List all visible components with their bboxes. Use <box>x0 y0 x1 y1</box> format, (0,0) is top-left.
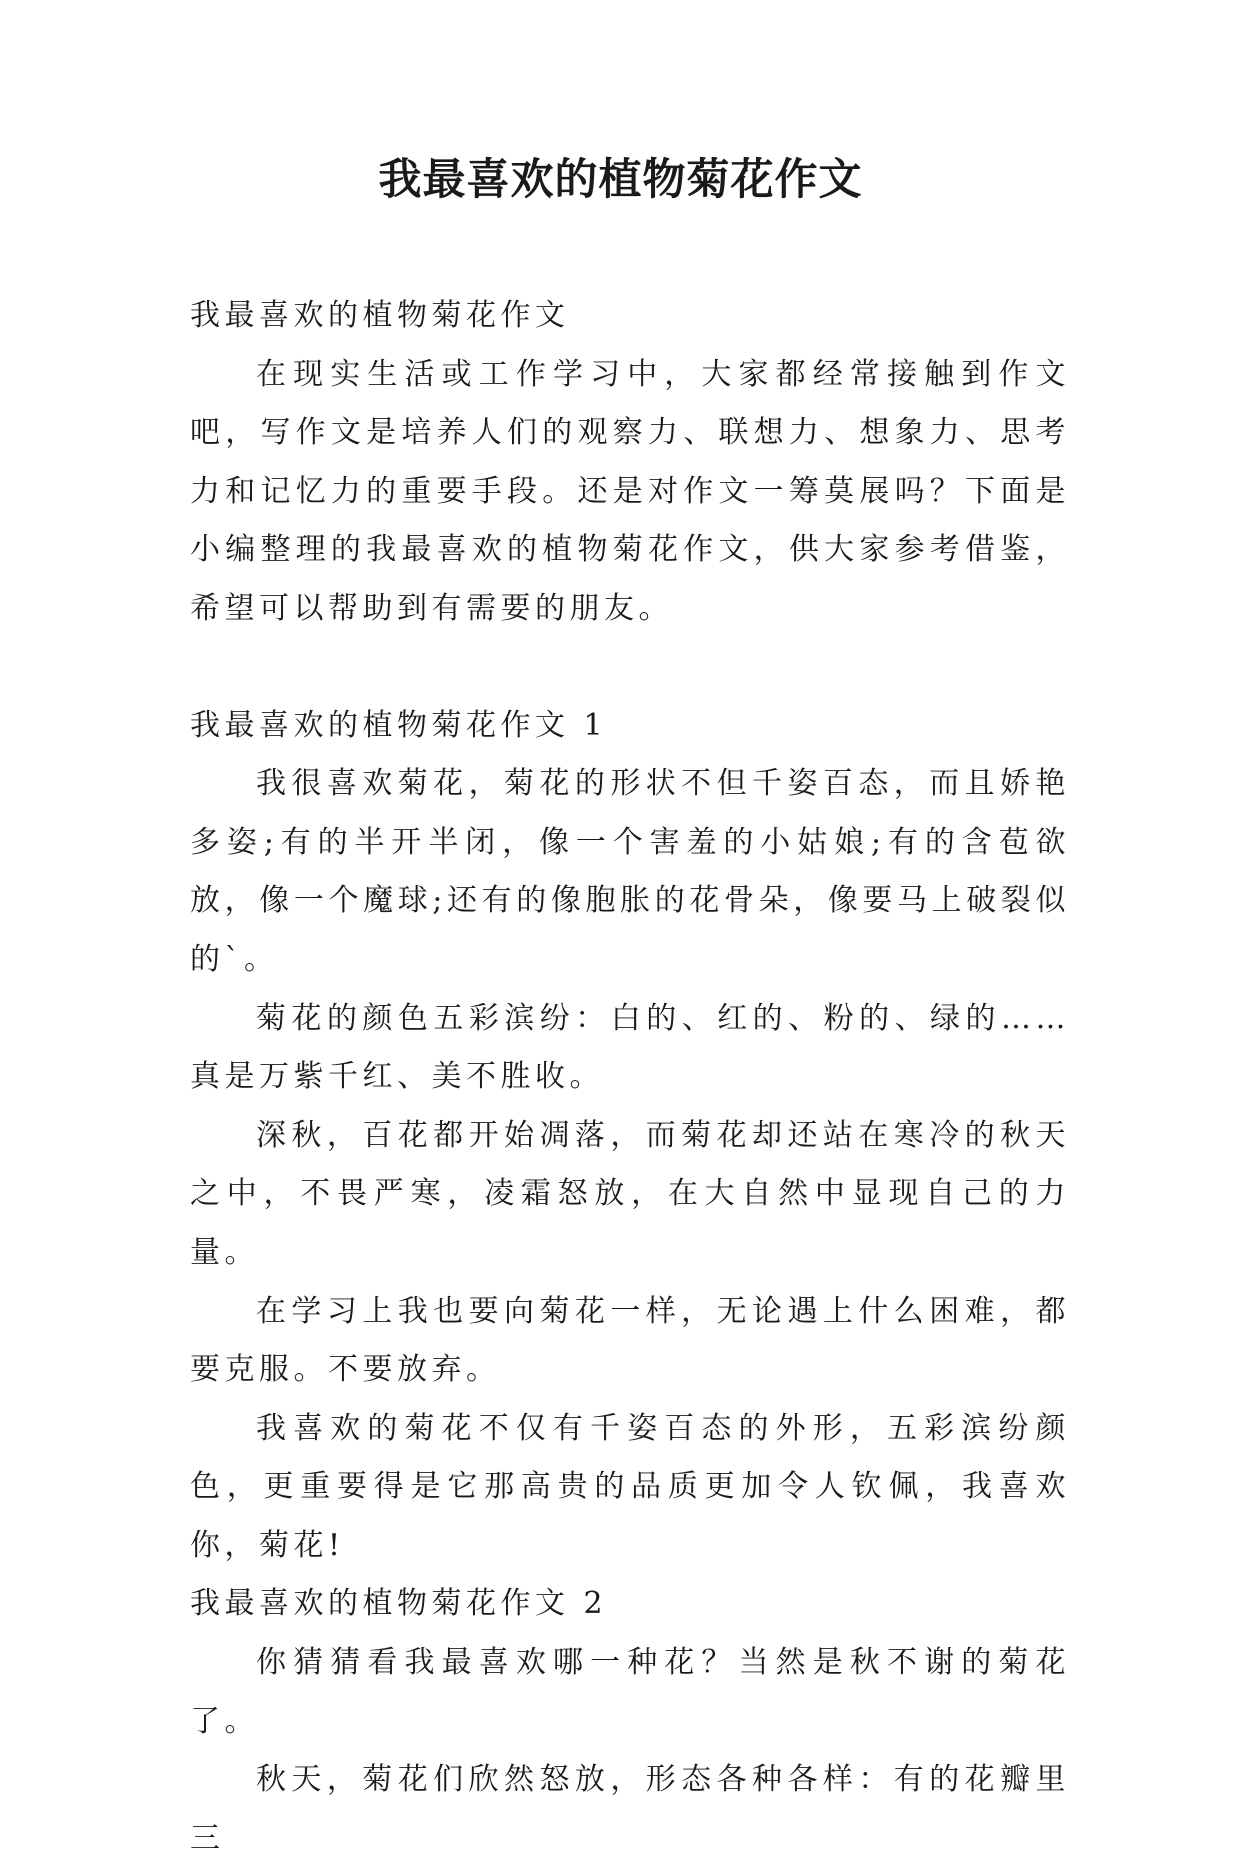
intro-heading: 我最喜欢的植物菊花作文 <box>190 298 570 333</box>
essay1-paragraph-4: 在学习上我也要向菊花一样，无论遇上什么困难，都要克服。不要放弃。 <box>190 1293 1070 1388</box>
essay1-heading: 我最喜欢的植物菊花作文 1 <box>190 707 608 743</box>
essay2-paragraph-1: 你猜猜看我最喜欢哪一种花？当然是秋不谢的菊花了。 <box>190 1645 1070 1739</box>
intro-paragraph: 在现实生活或工作学习中，大家都经常接触到作文吧，写作文是培养人们的观察力、联想力、想象力、思考力和记忆力的重要手段。还是对作文一筹莫展吗？下面是小编整理的我最喜欢的植物菊花作文，供大家参考借鉴，希望可以帮助到有需要的朋友。 <box>190 356 1070 626</box>
essay2-paragraph-2: 秋天，菊花们欣然怒放，形态各种各样：有的花瓣里三 <box>190 1762 1070 1856</box>
document-title: 我最喜欢的植物菊花作文 <box>378 155 863 205</box>
essay1-paragraph-3: 深秋，百花都开始凋落，而菊花却还站在寒冷的秋天之中，不畏严寒，凌霜怒放，在大自然中显现自己的力量。 <box>190 1117 1070 1270</box>
essay1-paragraph-1: 我很喜欢菊花，菊花的形状不但千姿百态，而且娇艳多姿;有的半开半闭，像一个害羞的小姑娘;有的含苞欲放，像一个魔球;还有的像胞胀的花骨朵，像要马上破裂似的`。 <box>190 766 1070 977</box>
document-body <box>190 287 1070 1868</box>
section-gap <box>190 639 1070 697</box>
essay1-paragraph-5: 我喜欢的菊花不仅有千姿百态的外形，五彩滨纷颜色，更重要得是它那高贵的品质更加令人钦佩，我喜欢你，菊花! <box>190 1410 1070 1563</box>
essay2-heading: 我最喜欢的植物菊花作文 2 <box>190 1586 608 1622</box>
essay1-paragraph-2: 菊花的颜色五彩滨纷：白的、红的、粉的、绿的……真是万紫千红、美不胜收。 <box>190 1000 1070 1095</box>
